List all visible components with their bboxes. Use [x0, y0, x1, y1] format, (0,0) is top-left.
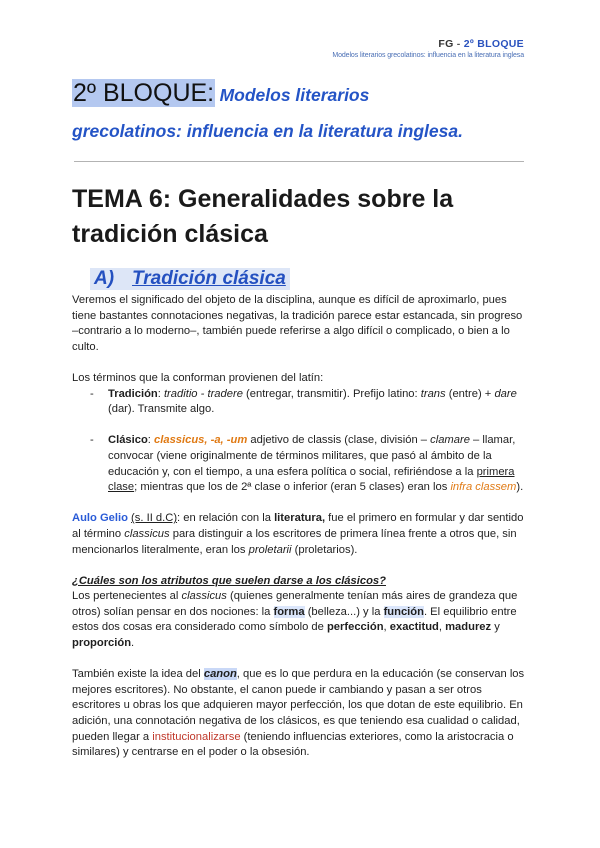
block-title-main: 2º BLOQUE:	[73, 79, 215, 107]
horizontal-divider	[74, 161, 524, 162]
term-clasico: Clásico	[108, 434, 148, 447]
document-body	[72, 293, 528, 761]
block-title-sub-2: grecolatinos: influencia en la literatura inglesa.	[72, 121, 463, 141]
name-aulo-gelio: Aulo Gelio	[72, 512, 128, 525]
paragraph-intro: Veremos el significado del objeto de la disciplina, aunque es difícil de aproximarlo, pues tiene bastantes connotaciones negativas, la tradición parece estar estancada, sin progreso –contrario a lo moderno–, también puede referirse a algo difícil o complicado, o bien a lo culto.	[72, 294, 523, 353]
paragraph-terms: Los términos que la conforman provienen del latín:	[72, 371, 324, 384]
paragraph-atributos: Los pertenecientes al classicus (quienes generalmente tenían más aires de grandeza que otros) solían pensar en dos nociones: la forma (belleza...) y la función. El equilibrio entre estos dos cosas era considerado como símbolo de perfección, exactitud, madurez y proporción.	[72, 590, 518, 650]
term-tradicion: Tradición	[108, 387, 158, 400]
block-title	[72, 76, 532, 150]
block-title-sub-1: Modelos literarios	[219, 85, 370, 105]
tema-title: TEMA 6: Generalidades sobre la tradición clásica	[72, 185, 454, 248]
question-heading: ¿Cuáles son los atributos que suelen darse a los clásicos?	[72, 574, 386, 587]
infra-classem: infra classem	[450, 481, 517, 494]
section-label: A)	[94, 268, 115, 289]
section-title: Tradición clásica	[132, 268, 286, 289]
header-block: 2º BLOQUE	[463, 38, 524, 50]
page-header	[332, 38, 524, 59]
section-heading	[90, 268, 290, 290]
header-tag: FG	[438, 38, 454, 50]
header-separator: -	[453, 38, 464, 50]
list-item-tradicion: - Tradición: traditio - tradere (entregar, transmitir). Prefijo latino: trans (entre) + dare (dar). Transmite algo.	[90, 387, 528, 418]
header-top-line	[332, 38, 524, 50]
header-subtitle: Modelos literarios grecolatinos: influencia en la literatura inglesa	[332, 52, 524, 59]
latin-traditio: traditio - tradere	[163, 387, 243, 400]
latin-classicus: classicus, -a, -um	[154, 434, 248, 447]
list-item-clasico: - Clásico: classicus, -a, -um adjetivo de classis (clase, división – clamare – llamar, convocar (viene originalmente de términos militares, que pasó al ámbito de la educación y, con el tiempo, a una esfera política o social, refiriéndose a la primera clase; mientras que los de 2ª clase o inferior (eran 5 clases) eran los infra classem).	[90, 433, 528, 495]
paragraph-canon: También existe la idea del canon, que es lo que perdura en la educación (se conservan los mejores escritores). No obstante, el canon puede ir cambiando y pasan a ser otros escritores u obras los que adquieren mayor perfección, los que dotan de este equilibrio. En adición, una connotación negativa de los clásicos, es que teniendo esa cualidad o calidad, pueden llegar a institucionalizarse (teniendo influencias exteriores, como la aristocracia o similares) y centrarse en el poder o la obsesión.	[72, 668, 525, 759]
term-canon: canon	[203, 668, 237, 681]
list-dash: -	[90, 387, 94, 400]
paragraph-aulo-gelio: Aulo Gelio (s. II d.C): en relación con la literatura, fue el primero en formular y dar sentido al término classicus para distinguir a los escritores de primera línea frente a otros que, sin mencionarlos literalmente, eran los proletarii (proletarios).	[72, 512, 524, 556]
list-dash: -	[90, 434, 94, 447]
